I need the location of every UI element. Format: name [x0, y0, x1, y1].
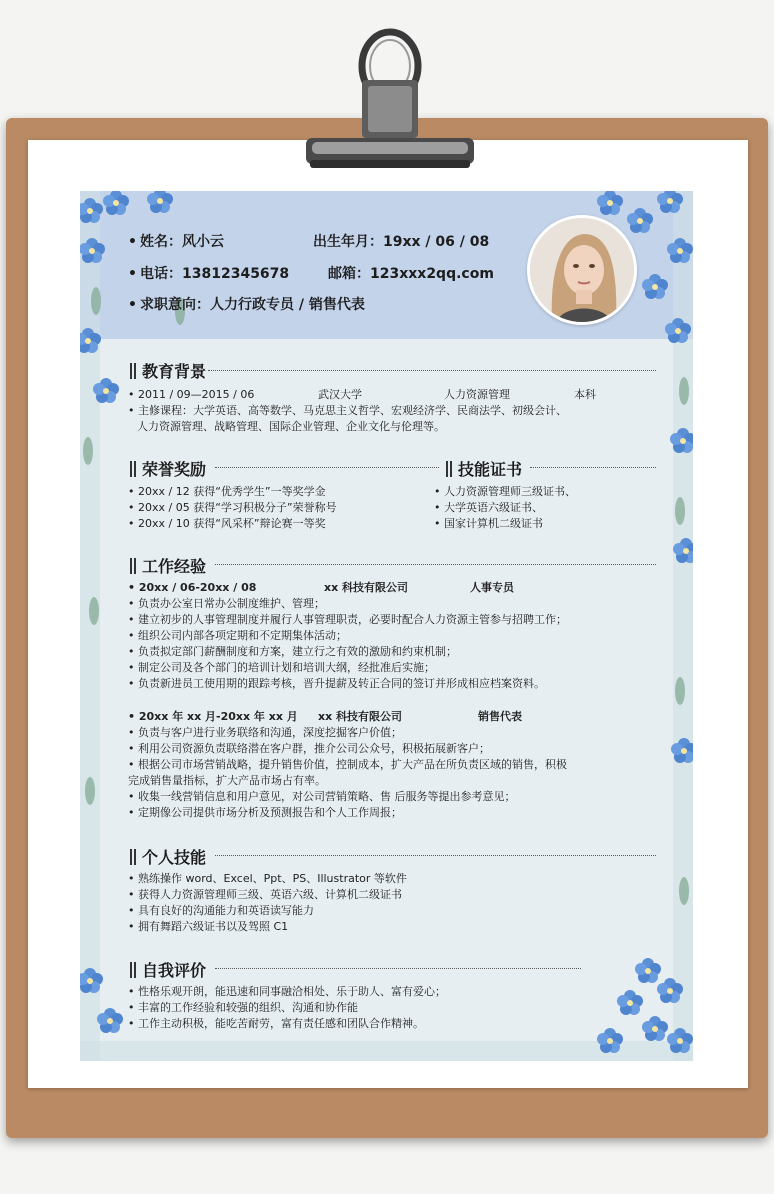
list-item: • 负责新进员工使用期的跟踪考核，晋升提薪及转正合同的签订并形成相应档案资料。: [128, 677, 545, 690]
list-item: • 负责拟定部门薪酬制度和方案，建立行之有效的激励和约束机制；: [128, 645, 457, 658]
list-item: • 工作主动积极，能吃苦耐劳，富有责任感和团队合作精神。: [128, 1017, 424, 1030]
certificates-title: 技能证书: [446, 457, 522, 480]
education-title: 教育背景: [130, 359, 206, 382]
divider: [215, 968, 581, 969]
divider: [208, 370, 656, 371]
work-title: 工作经验: [130, 554, 206, 577]
list-item: • 负责办公室日常办公制度维护、管理；: [128, 597, 325, 610]
list-item: • 丰富的工作经验和较强的组织、沟通和协作能: [128, 1001, 358, 1014]
honors-title: 荣誉奖励: [130, 457, 206, 480]
list-item: • 20xx / 05 获得“学习积极分子”荣誉称号: [128, 501, 337, 514]
courses-line: • 主修课程：大学英语、高等数学、马克思主义哲学、宏观经济学、民商法学、初级会计、: [128, 404, 567, 417]
name-field: • 姓名：风小云: [128, 234, 224, 250]
avatar: [527, 215, 637, 325]
list-item: • 国家计算机二级证书: [434, 517, 543, 530]
list-item: • 负责与客户进行业务联络和沟通，深度挖掘客户价值；: [128, 726, 402, 739]
list-item: 完成销售量指标，扩大产品市场占有率。: [128, 774, 326, 787]
portrait-icon: [530, 218, 634, 322]
list-item: • 20xx / 10 获得“风采杯”辩论赛一等奖: [128, 517, 326, 530]
list-item: • 利用公司资源负责联络潜在客户群，推介公司公众号，积极拓展新客户；: [128, 742, 490, 755]
birth-field: 出生年月：19xx / 06 / 08: [313, 234, 490, 250]
education-row: • 2011 / 09—2015 / 06 武汉大学 人力资源管理 本科: [128, 388, 596, 401]
list-item: • 组织公司内部各项定期和不定期集体活动；: [128, 629, 347, 642]
divider: [215, 467, 439, 468]
divider: [215, 564, 656, 565]
self-eval-title: 自我评价: [130, 958, 206, 981]
courses-line: 人力资源管理、战略管理、国际企业管理、企业文化与伦理等。: [137, 420, 445, 433]
objective-field: • 求职意向：人力行政专员 / 销售代表: [128, 297, 365, 313]
list-item: • 获得人力资源管理师三级、英语六级、计算机二级证书: [128, 888, 402, 901]
list-item: • 20xx / 12 获得“优秀学生”一等奖学金: [128, 485, 326, 498]
list-item: • 建立初步的人事管理制度并履行人事管理职责，必要时配合人力资源主管参与招聘工作；: [128, 613, 567, 626]
list-item: • 人力资源管理师三级证书、: [434, 485, 576, 498]
divider: [530, 467, 656, 468]
list-item: • 熟练操作 word、Excel、Ppt、PS、Illustrator 等软件: [128, 872, 407, 885]
list-item: • 性格乐观开朗，能迅速和同事融洽相处、乐于助人、富有爱心；: [128, 985, 446, 998]
job-header: • 20xx / 06-20xx / 08 xx 科技有限公司 人事专员: [128, 581, 514, 594]
list-item: • 制定公司及各个部门的培训计划和培训大纲，经批准后实施；: [128, 661, 435, 674]
skills-title: 个人技能: [130, 845, 206, 868]
list-item: • 拥有舞蹈六级证书以及驾照 C1: [128, 920, 289, 933]
list-item: • 具有良好的沟通能力和英语读写能力: [128, 904, 314, 917]
divider: [215, 855, 656, 856]
list-item: • 定期像公司提供市场分析及预测报告和个人工作周报；: [128, 806, 402, 819]
resume-sheet: [80, 191, 693, 1061]
list-item: • 根据公司市场营销战略，提升销售价值，控制成本，扩大产品在所负责区域的销售，积极: [128, 758, 567, 771]
list-item: • 收集一线营销信息和用户意见，对公司营销策略、售 后服务等提出参考意见；: [128, 790, 516, 803]
email-field: 邮箱：123xxx2qq.com: [328, 266, 494, 282]
phone-field: • 电话：13812345678: [128, 266, 290, 282]
job-header: • 20xx 年 xx 月-20xx 年 xx 月 xx 科技有限公司 销售代表: [128, 710, 522, 723]
list-item: • 大学英语六级证书、: [434, 501, 543, 514]
binder-clip-icon: [306, 24, 474, 176]
